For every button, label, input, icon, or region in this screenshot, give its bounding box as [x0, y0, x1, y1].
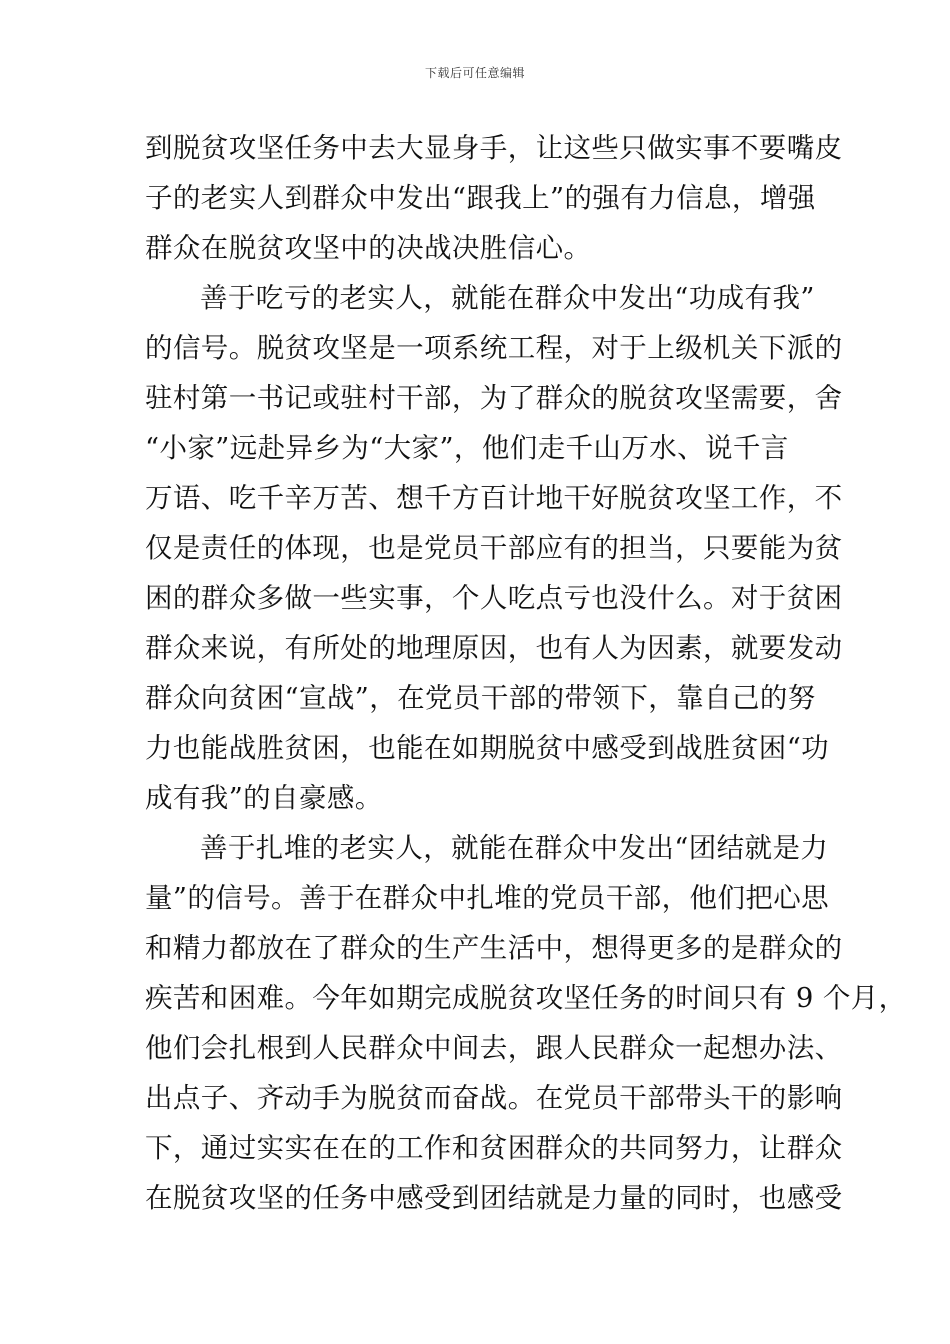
text-line: “小家”远赴异乡为“大家”，他们走千山万水、说千言 — [145, 432, 789, 464]
text-line: 和精力都放在了群众的生产生活中，想得更多的是群众的 — [145, 932, 843, 964]
text-line: 万语、吃千辛万苦、想千方百计地干好脱贫攻坚工作，不 — [145, 482, 843, 514]
text-line: 仅是责任的体现，也是党员干部应有的担当，只要能为贫 — [145, 532, 843, 564]
text-line: 到脱贫攻坚任务中去大显身手，让这些只做实事不要嘴皮 — [145, 132, 843, 164]
text-line: 量”的信号。善于在群众中扎堆的党员干部，他们把心思 — [145, 882, 830, 914]
text-line: 善于扎堆的老实人，就能在群众中发出“团结就是力 — [200, 832, 829, 864]
text-line: 疾苦和困难。今年如期完成脱贫攻坚任务的时间只有 9 个月， — [145, 982, 907, 1014]
text-line: 困的群众多做一些实事，个人吃点亏也没什么。对于贫困 — [145, 582, 843, 614]
text-line: 的信号。脱贫攻坚是一项系统工程，对于上级机关下派的 — [145, 332, 843, 364]
text-line: 出点子、齐动手为脱贫而奋战。在党员干部带头干的影响 — [145, 1082, 843, 1114]
text-line: 力也能战胜贫困，也能在如期脱贫中感受到战胜贫困“功 — [145, 732, 830, 764]
text-line: 驻村第一书记或驻村干部，为了群众的脱贫攻坚需要，舍 — [145, 382, 843, 414]
text-line: 群众在脱贫攻坚中的决战决胜信心。 — [145, 232, 592, 264]
text-line: 善于吃亏的老实人，就能在群众中发出“功成有我” — [200, 282, 815, 314]
text-line: 群众向贫困“宣战”，在党员干部的带领下，靠自己的努 — [145, 682, 816, 714]
text-line: 下，通过实实在在的工作和贫困群众的共同努力，让群众 — [145, 1132, 843, 1164]
page-header: 下载后可任意编辑 — [424, 66, 525, 80]
text-line: 他们会扎根到人民群众中间去，跟人民群众一起想办法、 — [145, 1032, 843, 1064]
text-line: 子的老实人到群众中发出“跟我上”的强有力信息，增强 — [145, 182, 816, 214]
text-line: 成有我”的自豪感。 — [145, 782, 383, 814]
text-line: 在脱贫攻坚的任务中感受到团结就是力量的同时，也感受 — [145, 1182, 843, 1214]
text-line: 群众来说，有所处的地理原因，也有人为因素，就要发动 — [145, 632, 843, 664]
